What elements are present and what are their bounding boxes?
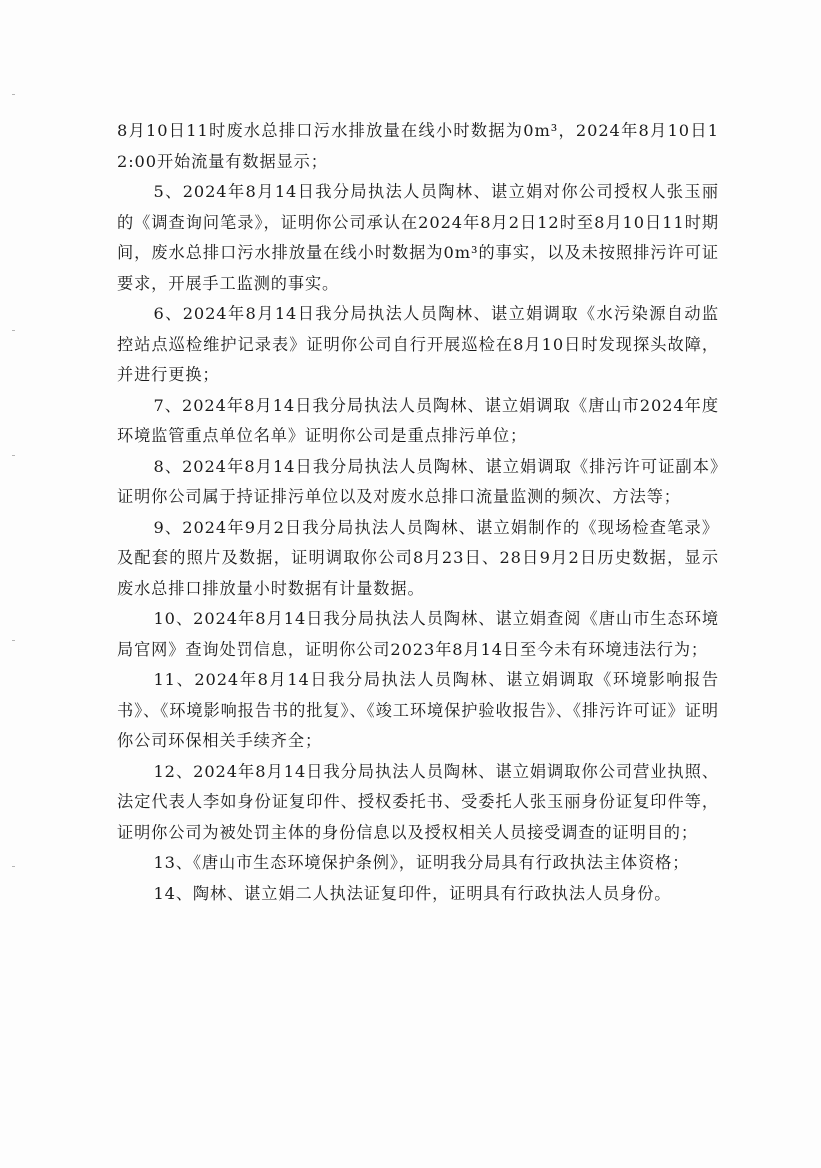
paragraph-item-5: 5、2024年8月14日我分局执法人员陶林、谌立娟对你公司授权人张玉丽的《调查询问笔录》，证明你公司承认在2024年8月2日12时至8月10日11时期间，废水总排口污水排放量在线小时数据为0m³的事实，以及未按照排污许可证要求，开展手工监测的事实。 (117, 182, 719, 293)
paragraph-item-9: 9、2024年9月2日我分局执法人员陶林、谌立娟制作的《现场检查笔录》及配套的照片及数据，证明调取你公司8月23日、28日9月2日历史数据，显示废水总排口排放量小时数据有计量数据。 (117, 517, 719, 598)
binding-mark (12, 640, 15, 641)
binding-mark (12, 866, 15, 867)
paragraph-item-14: 14、陶林、谌立娟二人执法证复印件，证明具有行政执法人员身份。 (153, 883, 672, 903)
document-body (117, 116, 719, 909)
paragraph-item-8: 8、2024年8月14日我分局执法人员陶林、谌立娟调取《排污许可证副本》证明你公司属于持证排污单位以及对废水总排口流量监测的频次、方法等； (117, 456, 719, 506)
paragraph-item-6: 6、2024年8月14日我分局执法人员陶林、谌立娟调取《水污染源自动监控站点巡检维护记录表》证明你公司自行开展巡检在8月10日时发现探头故障，并进行更换； (117, 304, 719, 384)
paragraph-item-10: 10、2024年8月14日我分局执法人员陶林、谌立娟查阅《唐山市生态环境局官网》查询处罚信息，证明你公司2023年8月14日至今未有环境违法行为； (117, 609, 719, 659)
paragraph-item-13: 13、《唐山市生态环境保护条例》，证明我分局具有行政执法主体资格； (153, 853, 690, 872)
paragraph-item-7: 7、2024年8月14日我分局执法人员陶林、谌立娟调取《唐山市2024年度环境监管重点单位名单》证明你公司是重点排污单位； (117, 395, 719, 445)
binding-mark (12, 455, 15, 456)
paragraph-item-12: 12、2024年8月14日我分局执法人员陶林、谌立娟调取你公司营业执照、法定代表人李如身份证复印件、授权委托书、受委托人张玉丽身份证复印件等，证明你公司为被处罚主体的身份信息以及授权相关人员接受调查的证明目的； (117, 761, 719, 842)
binding-mark (12, 330, 15, 331)
paragraph-item-11: 11、2024年8月14日我分局执法人员陶林、谌立娟调取《环境影响报告书》、《环境影响报告书的批复》、《竣工环境保护验收报告》、《排污许可证》证明你公司环保相关手续齐全； (117, 670, 719, 750)
binding-mark (12, 94, 15, 95)
paragraph-continuation: 8月10日11时废水总排口污水排放量在线小时数据为0m³，2024年8月10日12:00开始流量有数据显示； (117, 121, 719, 171)
